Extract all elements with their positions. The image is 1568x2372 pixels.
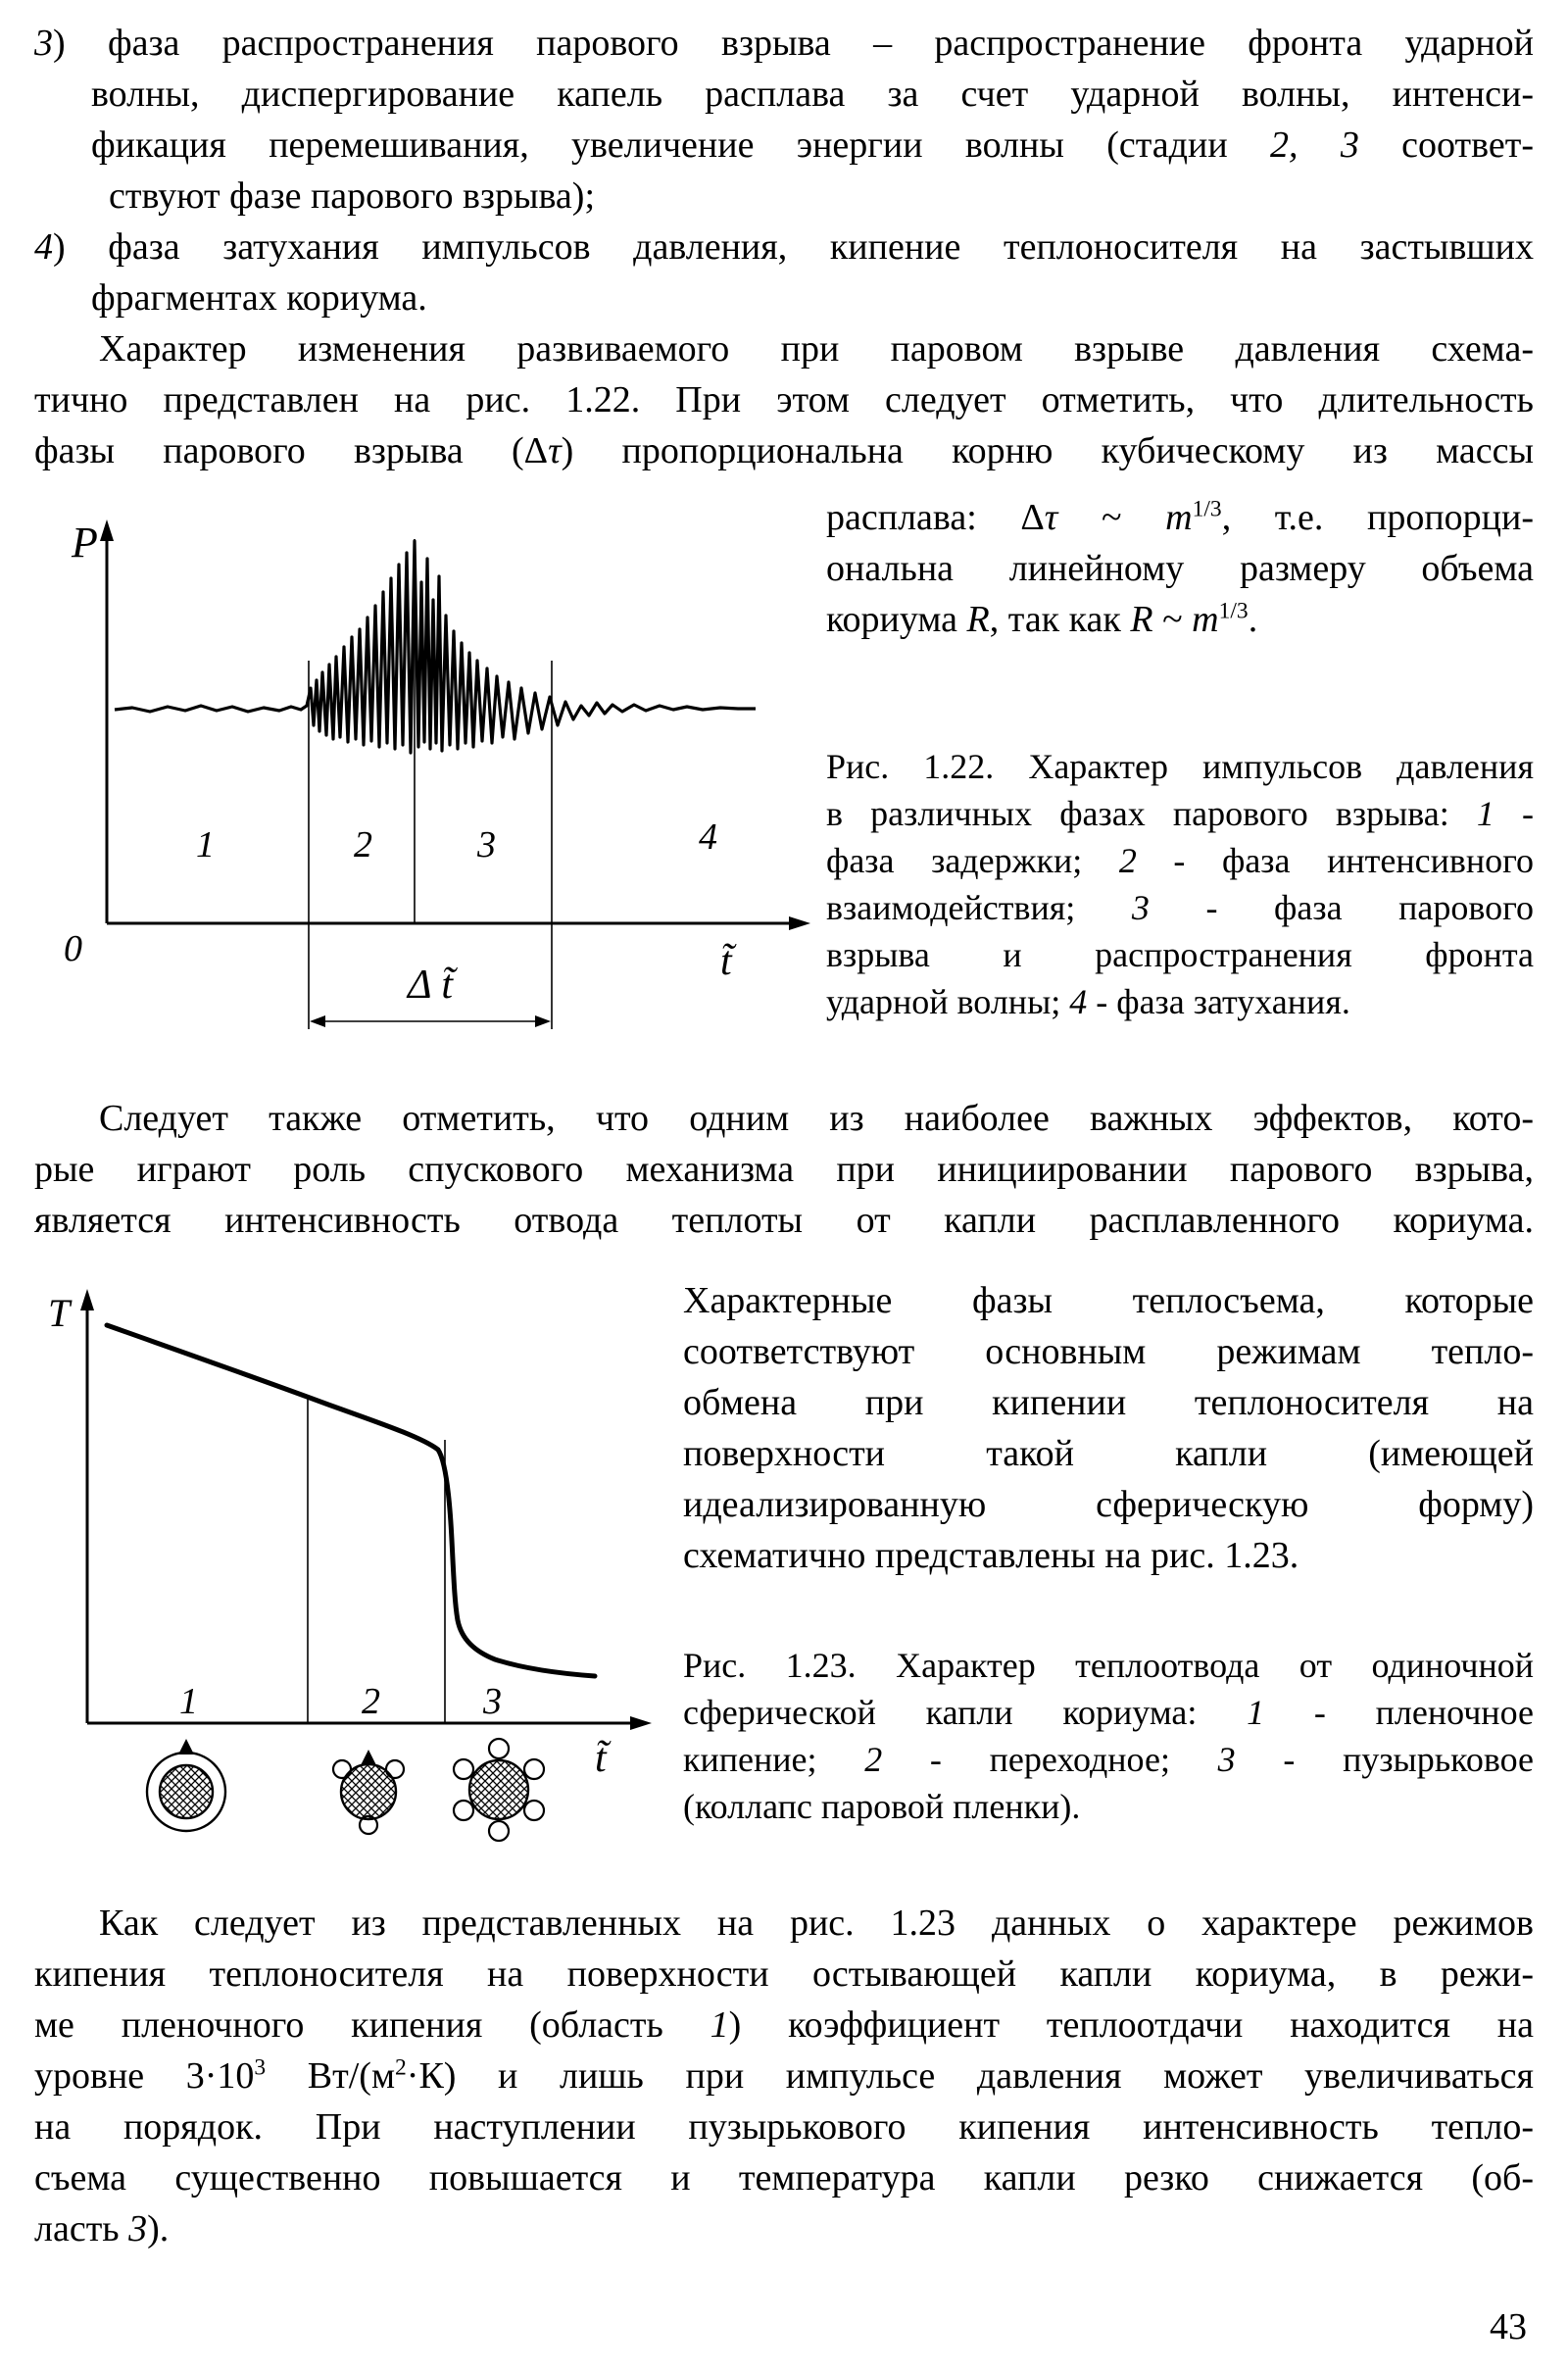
x-axis-label: t̃ <box>595 1736 607 1781</box>
text-line: схематично представлены на рис. 1.23. <box>683 1535 1299 1576</box>
text-line: рые играют роль спускового механизма при инициировании парового взрыва, <box>34 1149 1534 1190</box>
text-line: ласть 3). <box>34 2208 170 2249</box>
caption-line: ударной волны; 4 - фаза затухания. <box>826 982 1350 1021</box>
figure-1-22-caption <box>826 743 1534 1025</box>
text-line: Характер изменения развиваемого при паровом взрыве давления схема- <box>99 328 1534 370</box>
text-line: Следует также отметить, что одним из наиболее важных эффектов, кото- <box>99 1098 1534 1139</box>
text-line: фрагментах кориума. <box>91 277 427 319</box>
text-line: фазы парового взрыва (Δτ) пропорциональна корню кубическому из массы <box>34 430 1534 471</box>
text-line: кипения теплоносителя на поверхности остывающей капли кориума, в режи- <box>34 1953 1534 1995</box>
region-label-2: 2 <box>362 1681 380 1722</box>
caption-line: взаимодействия; 3 - фаза парового <box>826 888 1534 927</box>
text-line: фикация перемешивания, увеличение энергии волны (стадии 2, 3 соответ- <box>91 124 1534 166</box>
text-line: поверхности такой капли (имеющей <box>683 1433 1534 1474</box>
dimension-arrow-icon <box>535 1015 551 1027</box>
figure-1-23-caption <box>683 1642 1534 1830</box>
figure-1-22 <box>34 492 1534 1036</box>
text-line: является интенсивность отвода теплоты от капли расплавленного кориума. <box>34 1200 1534 1241</box>
droplet-film-boiling <box>147 1739 225 1831</box>
text-line: Как следует из представленных на рис. 1.23 данных о характере режимов <box>99 1903 1534 1944</box>
y-axis-label: P <box>72 519 98 567</box>
list-item-4 <box>34 222 1534 323</box>
text-line: ствуют фазе парового взрыва); <box>109 175 596 217</box>
y-axis-arrow-icon <box>80 1289 94 1310</box>
caption-line: в различных фазах парового взрыва: 1 - <box>826 794 1535 833</box>
text-line: соответствуют основным режимам тепло- <box>683 1331 1534 1372</box>
region-label-1: 1 <box>179 1681 198 1722</box>
text-line: волны, диспергирование капель расплава за счет ударной волны, интенси- <box>91 74 1534 115</box>
caption-line: кипение; 2 - переходное; 3 - пузырьковое <box>683 1740 1534 1779</box>
x-axis-label: t̃ <box>720 939 732 984</box>
text-line: кориума R, так как R ~ $m^{1/3}$. <box>826 598 1258 640</box>
paragraph-trigger <box>34 1093 1534 1246</box>
dimension-arrow-icon <box>310 1015 325 1027</box>
text-line: тично представлен на рис. 1.22. При этом следует отметить, что длительность <box>34 379 1534 420</box>
text-line: ме пленочного кипения (область 1) коэффициент теплоотдачи находится на <box>34 2004 1534 2046</box>
caption-line: Рис. 1.22. Характер импульсов давления <box>826 747 1534 786</box>
region-label-3: 3 <box>483 1681 502 1722</box>
region-label-3: 3 <box>477 824 496 865</box>
paragraph-pressure <box>34 323 1534 476</box>
text-line: Характерные фазы теплосъема, которые <box>683 1280 1534 1321</box>
paragraph-boiling <box>34 1898 1534 2254</box>
figure-1-23 <box>34 1275 1534 1849</box>
temperature-curve <box>107 1325 595 1676</box>
text-line: уровне $3\cdot 10^3$ $Вт/(м^2\cdot К)$ и лишь при импульсе давления может увеличиваться <box>34 2054 1534 2097</box>
y-axis-label: T <box>48 1291 71 1335</box>
text-line: съема существенно повышается и температура капли резко снижается (об- <box>34 2157 1534 2199</box>
caption-line: взрыва и распространения фронта <box>826 935 1534 974</box>
delta-tau-label: Δ t̃ <box>407 963 454 1008</box>
list-item-3 <box>34 18 1534 222</box>
droplet-transition-boiling <box>333 1750 404 1834</box>
text-line: ональна линейному размеру объема <box>826 548 1534 589</box>
caption-line: Рис. 1.23. Характер теплоотвода от одиночной <box>683 1646 1534 1685</box>
caption-line: сферической капли кориума: 1 - пленочное <box>683 1693 1534 1732</box>
region-label-4: 4 <box>699 816 717 858</box>
x-axis-arrow-icon <box>789 916 810 930</box>
page-number: 43 <box>1490 2306 1527 2347</box>
text-line: 3) фаза распространения парового взрыва – распространение фронта ударной <box>34 23 1534 64</box>
temperature-plot-svg <box>34 1275 662 1849</box>
caption-line: фаза задержки; 2 - фаза интенсивного <box>826 841 1534 880</box>
figure-1-22-text-column <box>826 492 1534 1025</box>
text-line: 4) фаза затухания импульсов давления, кипение теплоносителя на застывших <box>34 226 1534 268</box>
pressure-waveform <box>115 541 756 753</box>
text-line: на порядок. При наступлении пузырькового кипения интенсивность тепло- <box>34 2106 1534 2148</box>
y-axis-arrow-icon <box>100 519 114 541</box>
droplet-nucleate-boiling <box>454 1739 544 1841</box>
x-axis-arrow-icon <box>630 1716 652 1730</box>
region-label-2: 2 <box>354 824 372 865</box>
text-line: обмена при кипении теплоносителя на <box>683 1382 1534 1423</box>
text-line: идеализированную сферическую форму) <box>683 1484 1534 1525</box>
region-label-1: 1 <box>196 824 215 865</box>
figure-1-23-text-column <box>683 1275 1534 1830</box>
pressure-plot-svg <box>34 492 818 1036</box>
caption-line: (коллапс паровой пленки). <box>683 1787 1081 1826</box>
origin-label: 0 <box>64 928 82 969</box>
text-line: расплава: Δτ ~ $m^{1/3}$, т.е. пропорци- <box>826 496 1534 538</box>
